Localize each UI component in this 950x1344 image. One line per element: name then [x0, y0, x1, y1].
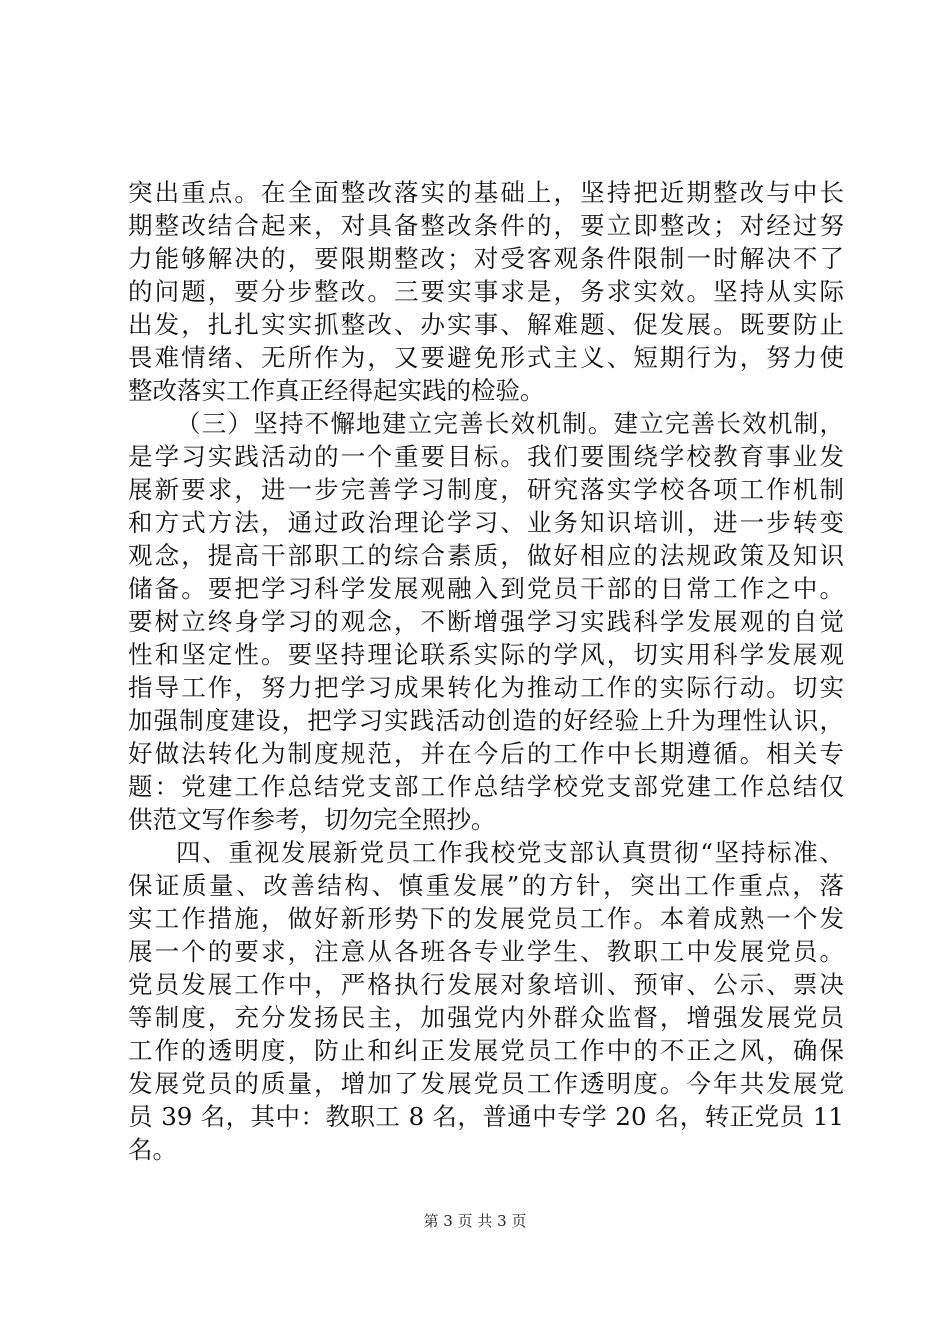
text-line: 题：党建工作总结党支部工作总结学校党支部党建工作总结仅 [128, 772, 844, 801]
text-line: 保证质量、改善结构、慎重发展”的方针，突出工作重点，落 [128, 871, 844, 900]
text-line: 期整改结合起来，对具备整改条件的，要立即整改；对经过努 [128, 211, 844, 240]
paragraph-start-line: （三）坚持不懈地建立完善长效机制。建立完善长效机制， [176, 409, 844, 438]
text-line: 出发，扎扎实实抓整改、办实事、解难题、促发展。既要防止 [128, 310, 844, 339]
text-line: 的问题，要分步整改。三要实事求是，务求实效。坚持从实际 [128, 277, 844, 306]
text-line: 和方式方法，通过政治理论学习、业务知识培训，进一步转变 [128, 508, 844, 537]
text-line: 加强制度建设，把学习实践活动创造的好经验上升为理性认识， [128, 706, 844, 735]
text-line: 展一个的要求，注意从各班各专业学生、教职工中发展党员。 [128, 937, 844, 966]
text-line: 工作的透明度，防止和纠正发展党员工作中的不正之风，确保 [128, 1036, 844, 1065]
text-line: 指导工作，努力把学习成果转化为推动工作的实际行动。切实 [128, 673, 844, 702]
text-line: 供范文写作参考，切勿完全照抄。 [128, 805, 496, 834]
document-body [128, 176, 844, 1166]
paragraph-start-line: 四、重视发展新党员工作我校党支部认真贯彻“坚持标准、 [176, 838, 844, 867]
text-line: 观念，提高干部职工的综合素质，做好相应的法规政策及知识 [128, 541, 844, 570]
text-line: 展新要求，进一步完善学习制度，研究落实学校各项工作机制 [128, 475, 844, 504]
text-line: 要树立终身学习的观念，不断增强学习实践科学发展观的自觉 [128, 607, 844, 636]
text-line: 名。 [128, 1135, 177, 1164]
text-line: 畏难情绪、无所作为，又要避免形式主义、短期行为，努力使 [128, 343, 844, 372]
text-line: 储备。要把学习科学发展观融入到党员干部的日常工作之中。 [128, 574, 844, 603]
text-line: 整改落实工作真正经得起实践的检验。 [128, 376, 545, 405]
text-line: 发展党员的质量，增加了发展党员工作透明度。今年共发展党 [128, 1069, 844, 1098]
text-line: 突出重点。在全面整改落实的基础上，坚持把近期整改与中长 [128, 178, 844, 207]
text-line: 力能够解决的，要限期整改；对受客观条件限制一时解决不了 [128, 244, 844, 273]
text-line: 党员发展工作中，严格执行发展对象培训、预审、公示、票决 [128, 970, 844, 999]
text-line: 好做法转化为制度规范，并在今后的工作中长期遵循。相关专 [128, 739, 844, 768]
text-line: 员 39 名，其中：教职工 8 名，普通中专学 20 名，转正党员 11 [128, 1102, 844, 1131]
text-line: 实工作措施，做好新形势下的发展党员工作。本着成熟一个发 [128, 904, 844, 933]
page-footer: 第 3 页 共 3 页 [423, 1212, 527, 1230]
text-line: 是学习实践活动的一个重要目标。我们要围绕学校教育事业发 [128, 442, 844, 471]
text-line: 性和坚定性。要坚持理论联系实际的学风，切实用科学发展观 [128, 640, 844, 669]
text-line: 等制度，充分发扬民主，加强党内外群众监督，增强发展党员 [128, 1003, 844, 1032]
